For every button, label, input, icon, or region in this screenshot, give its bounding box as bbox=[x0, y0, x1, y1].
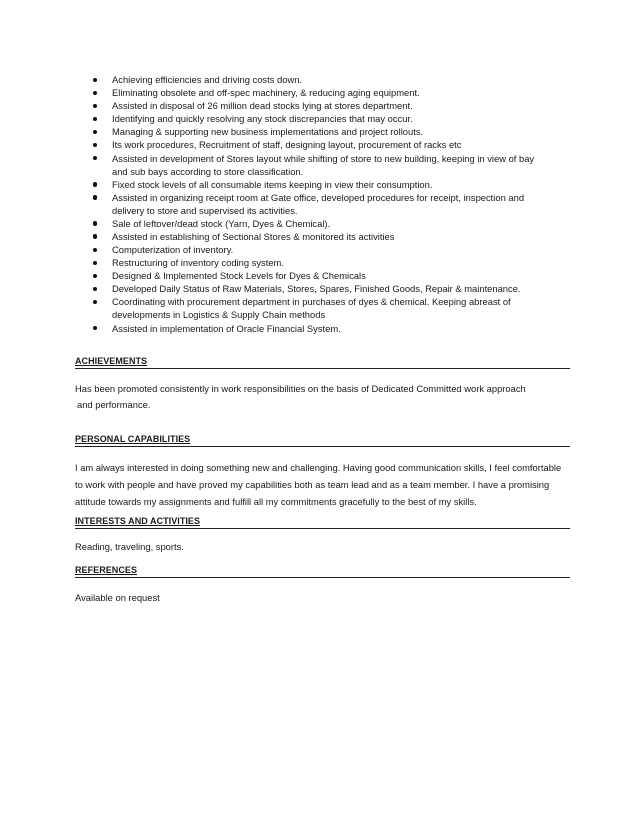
list-item: Achieving efficiencies and driving costs down. bbox=[0, 73, 638, 86]
list-item: Assisted in establishing of Sectional Stores & monitored its activities bbox=[0, 230, 638, 243]
interests-heading: INTERESTS AND ACTIVITIES bbox=[75, 515, 570, 529]
bullet-icon bbox=[93, 261, 97, 265]
bullet-icon bbox=[93, 221, 97, 225]
list-item: Identifying and quickly resolving any stock discrepancies that may occur. bbox=[0, 112, 638, 125]
achievements-heading: ACHIEVEMENTS bbox=[75, 355, 570, 369]
list-item: Coordinating with procurement department in purchases of dyes & chemical. Keeping abreast of developments in Logistics & Supply Chain methods bbox=[0, 295, 638, 321]
list-item: Computerization of inventory. bbox=[0, 243, 638, 256]
list-item: Its work procedures, Recruitment of staff, designing layout, procurement of racks etc bbox=[0, 138, 638, 151]
bullet-icon bbox=[93, 234, 97, 238]
list-item: Restructuring of inventory coding system. bbox=[0, 256, 638, 269]
references-section bbox=[75, 564, 570, 607]
personal-capabilities-text: I am always interested in doing something new and challenging. Having good communication skills, I feel comfortable to work with people and have proved my capabilities both as team lead and as a team member. I have a promising attitude towards my assignments and fulfill all my commitments gracefully to the best of my skills. bbox=[75, 462, 562, 507]
list-item: Developed Daily Status of Raw Materials, Stores, Spares, Finished Goods, Repair & maintenance. bbox=[0, 282, 638, 295]
list-item: Assisted in organizing receipt room at Gate office, developed procedures for receipt, inspection and delivery to store and supervised its activities. bbox=[0, 191, 638, 217]
list-item: Managing & supporting new business implementations and project rollouts. bbox=[0, 125, 638, 138]
bullet-icon bbox=[93, 143, 97, 147]
interests-text: Reading, traveling, sports. bbox=[75, 541, 184, 552]
bullet-icon bbox=[93, 78, 97, 82]
list-item: Fixed stock levels of all consumable items keeping in view their consumption. bbox=[0, 178, 638, 191]
personal-capabilities-section bbox=[75, 433, 570, 510]
list-item: Assisted in development of Stores layout while shifting of store to new building, keeping in view of bay and sub bays according to store classification. bbox=[0, 152, 638, 178]
responsibilities-list bbox=[0, 73, 638, 335]
references-text: Available on request bbox=[75, 592, 160, 603]
bullet-icon bbox=[93, 91, 97, 95]
bullet-icon bbox=[93, 274, 97, 278]
bullet-icon bbox=[93, 287, 97, 291]
references-heading: REFERENCES bbox=[75, 564, 570, 578]
personal-capabilities-heading: PERSONAL CAPABILITIES bbox=[75, 433, 570, 447]
bullet-icon bbox=[93, 326, 97, 330]
bullet-icon bbox=[93, 117, 97, 121]
bullet-icon bbox=[93, 104, 97, 108]
list-item: Designed & Implemented Stock Levels for Dyes & Chemicals bbox=[0, 269, 638, 282]
list-item: Sale of leftover/dead stock (Yarn, Dyes & Chemical). bbox=[0, 217, 638, 230]
interests-section bbox=[75, 515, 570, 556]
bullet-icon bbox=[93, 156, 97, 160]
bullet-icon bbox=[93, 182, 97, 186]
list-item: Assisted in implementation of Oracle Financial System. bbox=[0, 322, 638, 335]
list-item: Eliminating obsolete and off-spec machinery, & reducing aging equipment. bbox=[0, 86, 638, 99]
bullet-icon bbox=[93, 195, 97, 199]
bullet-icon bbox=[93, 300, 97, 304]
bullet-icon bbox=[93, 130, 97, 134]
achievements-text: Has been promoted consistently in work responsibilities on the basis of Dedicated Committed work approach and performance. bbox=[75, 383, 526, 410]
list-item: Assisted in disposal of 26 million dead stocks lying at stores department. bbox=[0, 99, 638, 112]
achievements-section bbox=[75, 355, 570, 413]
bullet-icon bbox=[93, 248, 97, 252]
